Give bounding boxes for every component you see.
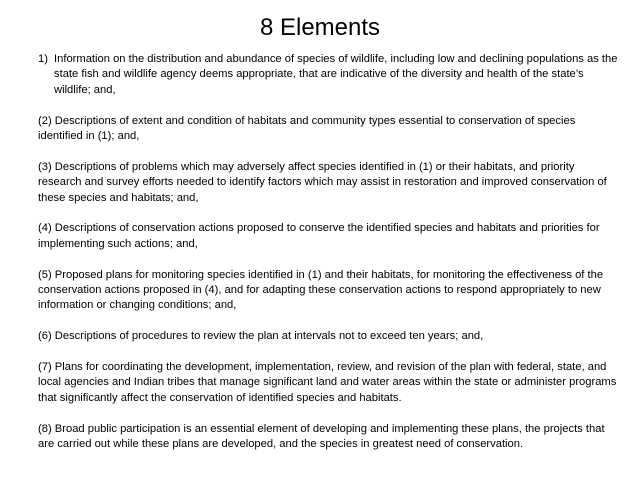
element-5: (5) Proposed plans for monitoring species identified in (1) and their habitats, for monitoring the effectiveness of the conservation actions proposed in (4), and for adapting these conservation actions to respond appropriately to new information or changing conditions; and, [38,268,604,312]
element-8: (8) Broad public participation is an essential element of developing and implementing these plans, the projects that are carried out while these plans are developed, and the species in greatest need of conservation. [38,422,605,451]
element-4: (4) Descriptions of conservation actions proposed to conserve the identified species and habitats and priorities for implementing such actions; and, [38,222,600,250]
element-1-text: Information on the distribution and abundance of species of wildlife, including low and declining populations as the state fish and wildlife agency deems appropriate, that are indicative of the diversity and health of the state’s wildlife; and, [54,53,618,96]
element-3: (3) Descriptions of problems which may adversely affect species identified in (1) or their habitats, and priority research and survey efforts needed to identify factors which may assist in restoration and improved conservation of these species and habitats; and, [38,160,607,204]
element-1 [38,52,618,98]
element-1-number: 1) [38,53,48,65]
element-6: (6) Descriptions of procedures to review the plan at intervals not to exceed ten years; and, [38,330,484,343]
elements-list [38,52,618,452]
element-2: (2) Descriptions of extent and condition of habitats and community types essential to conservation of species identified in (1); and, [38,114,576,143]
element-7: (7) Plans for coordinating the development, implementation, review, and revision of the plan with federal, state, and local agencies and Indian tribes that manage significant land and water areas within the state or administer programs that significantly affect the conservation of identified species and habitats. [38,361,617,404]
slide-title: 8 Elements [259,14,381,41]
